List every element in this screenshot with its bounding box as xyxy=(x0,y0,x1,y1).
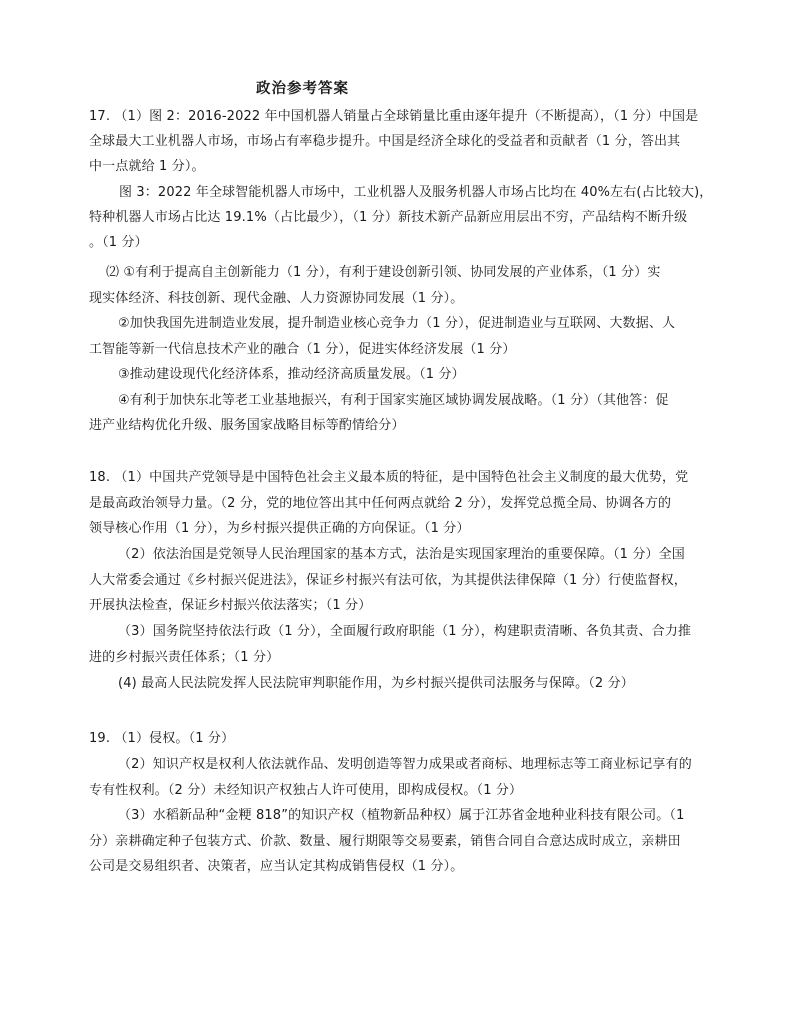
q18-line: （3）国务院坚持依法行政（1 分），全面履行政府职能（1 分），构建职责清晰、各负其责、合力推 xyxy=(118,624,692,639)
q17-line: 图 3：2022 年全球智能机器人市场中，工业机器人及服务机器人市场占比均在 40%左右(占比较大)， xyxy=(119,185,713,200)
q17-line: ⑵ ①有利于提高自主创新能力（1 分），有利于建设创新引领、协同发展的产业体系，（1 分）实 xyxy=(106,265,661,280)
q18-line: 领导核心作用（1 分），为乡村振兴提供正确的方向保证。（1 分） xyxy=(89,521,470,536)
q17-line: 现实体经济、科技创新、现代金融、人力资源协同发展（1 分）。 xyxy=(89,291,464,306)
q17-line: 中一点就给 1 分）。 xyxy=(89,159,205,174)
q17-line: ③推动建设现代化经济体系，推动经济高质量发展。（1 分） xyxy=(118,367,465,382)
q17-line: 。（1 分） xyxy=(89,235,148,250)
q19-line: 专有性权利。（2 分）未经知识产权独占人许可使用，即构成侵权。（1 分） xyxy=(89,783,523,798)
q19-line: 19. （1）侵权。（1 分） xyxy=(89,731,235,746)
q17-line: 特种机器人市场占比达 19.1%（占比最少），（1 分）新技术新产品新应用层出不穷，产品结构不断升级 xyxy=(89,210,688,225)
q17-line: 工智能等新一代信息技术产业的融合（1 分），促进实体经济发展（1 分） xyxy=(89,342,516,357)
q17-line: ②加快我国先进制造业发展，提升制造业核心竞争力（1 分），促进制造业与互联网、大数据、人 xyxy=(118,316,676,331)
q18-line: (4) 最高人民法院发挥人民法院审判职能作用，为乡村振兴提供司法服务与保障。（2 分） xyxy=(118,676,634,691)
q19-line: 公司是交易组织者、决策者，应当认定其构成销售侵权（1 分）。 xyxy=(89,859,464,874)
q17-line: 17. （1）图 2：2016-2022 年中国机器人销量占全球销量比重由逐年提升（不断提高），（1 分）中国是 xyxy=(89,109,699,124)
q17-line: ④有利于加快东北等老工业基地振兴，有利于国家实施区域协调发展战略。（1 分）（其他答：促 xyxy=(118,393,669,408)
q19-line: （2）知识产权是权利人依法就作品、发明创造等智力成果或者商标、地理标志等工商业标记享有的 xyxy=(118,757,692,772)
q17-line: 进产业结构优化升级、服务国家战略目标等酌情给分） xyxy=(89,418,405,433)
q18-line: 进的乡村振兴责任体系；（1 分） xyxy=(89,650,280,665)
q17-line: 全球最大工业机器人市场，市场占有率稳步提升。中国是经济全球化的受益者和贡献者（1 分，答出其 xyxy=(89,134,681,149)
q18-line: 人大常委会通过《乡村振兴促进法》，保证乡村振兴有法可依，为其提供法律保障（1 分）行使监督权， xyxy=(89,573,687,588)
q18-line: （2）依法治国是党领导人民治理国家的基本方式，法治是实现国家理治的重要保障。（1 分）全国 xyxy=(118,547,685,562)
q19-line: （3）水稻新品种“金粳 818”的知识产权（植物新品种权）属于江苏省金地种业科技有限公司。（1 xyxy=(118,808,685,823)
q18-line: 18. （1）中国共产党领导是中国特色社会主义最本质的特征，是中国特色社会主义制度的最大优势，党 xyxy=(89,470,689,485)
q18-line: 是最高政治领导力量。（2 分，党的地位答出其中任何两点就给 2 分），发挥党总揽全局、协调各方的 xyxy=(89,496,672,511)
q19-line: 分）亲耕确定种子包装方式、价款、数量、履行期限等交易要素，销售合同自合意达成时成立，亲耕田 xyxy=(89,834,681,849)
q18-line: 开展执法检查，保证乡村振兴依法落实；（1 分） xyxy=(89,598,372,613)
page-title: 政治参考答案 xyxy=(256,81,349,97)
